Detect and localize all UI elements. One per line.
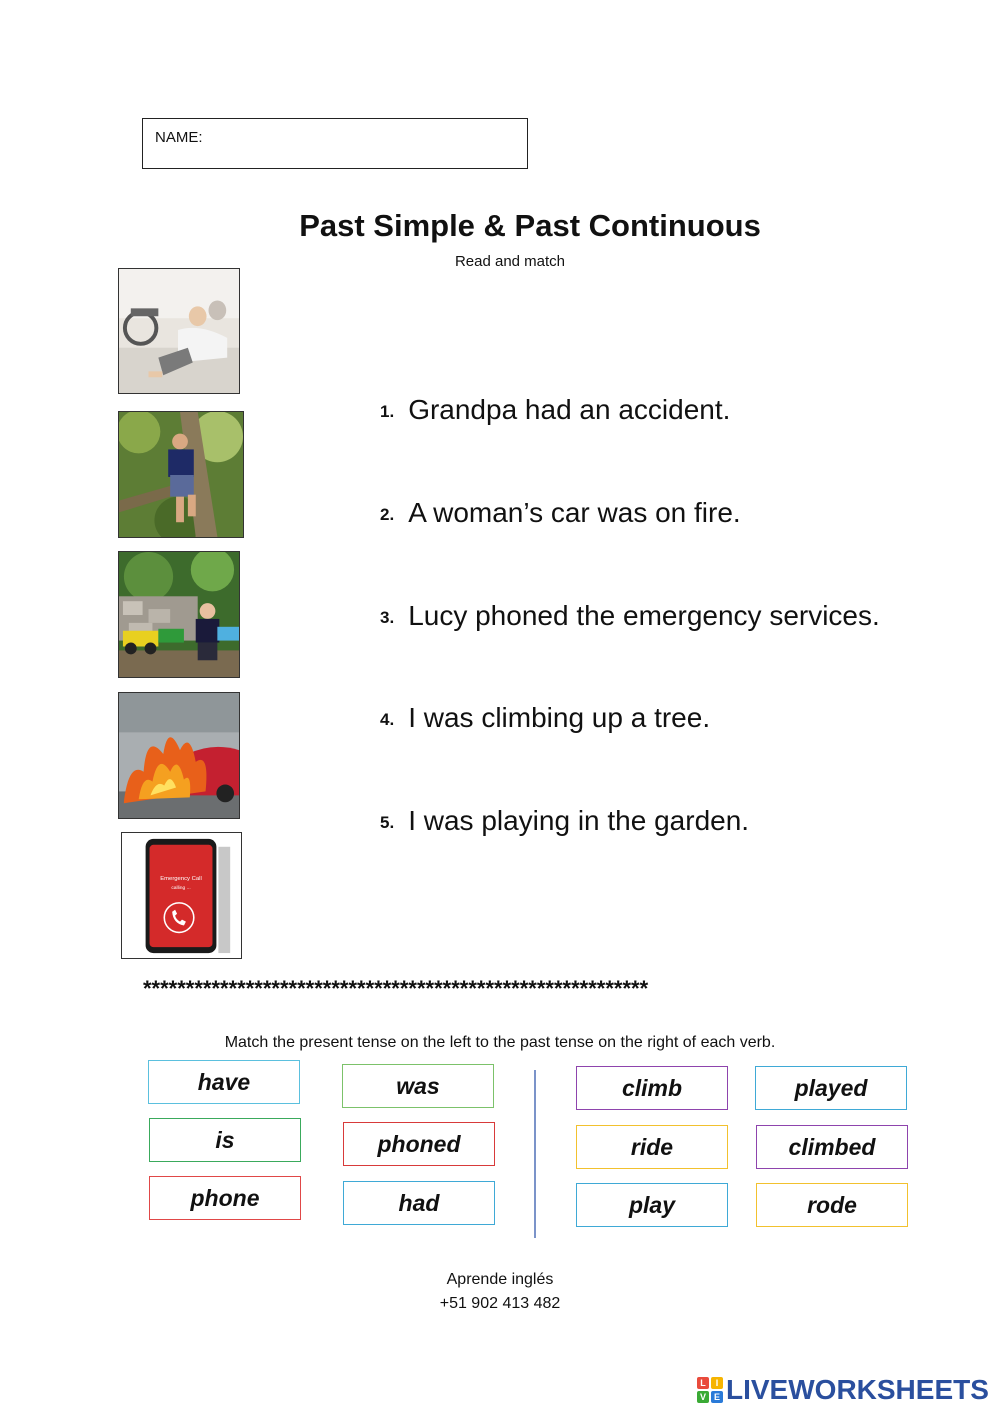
- sentence-number: 1.: [380, 402, 395, 421]
- phone-screen-line2: calling ...: [171, 886, 191, 892]
- sentence-number: 3.: [380, 608, 395, 627]
- sentence-2: [380, 497, 741, 529]
- sentence-1: [380, 394, 730, 426]
- verb-box-climbed[interactable]: climbed: [756, 1125, 908, 1169]
- phone-screen-line1: Emergency Call: [160, 876, 202, 883]
- verb-box-had[interactable]: had: [343, 1181, 495, 1225]
- sentence-text: Grandpa had an accident.: [408, 394, 731, 425]
- verb-box-climb[interactable]: climb: [576, 1066, 728, 1110]
- footer-line1: Aprende inglés: [446, 1271, 554, 1288]
- verb-box-play[interactable]: play: [576, 1183, 728, 1227]
- verb-box-is[interactable]: is: [149, 1118, 301, 1162]
- brand-logo-icon: [697, 1377, 723, 1403]
- verb-box-played[interactable]: played: [755, 1066, 907, 1110]
- sentence-text: Lucy phoned the emergency services.: [408, 600, 880, 631]
- brand-name: LIVEWORKSHEETS: [726, 1374, 989, 1405]
- brand-logo-letter: I: [711, 1377, 723, 1389]
- boy-climbing-tree-icon[interactable]: [118, 411, 244, 538]
- liveworksheets-logo[interactable]: [697, 1374, 989, 1406]
- footer-line2: +51 902 413 482: [439, 1295, 561, 1312]
- verb-box-rode[interactable]: rode: [756, 1183, 908, 1227]
- brand-logo-letter: V: [697, 1391, 709, 1403]
- sentence-text: A woman’s car was on fire.: [408, 497, 741, 528]
- match-instruction: Match the present tense on the left to the past tense on the right of each verb.: [224, 1034, 776, 1051]
- verb-box-phone[interactable]: phone: [149, 1176, 301, 1220]
- verb-box-ride[interactable]: ride: [576, 1125, 728, 1169]
- sentence-5: [380, 805, 749, 837]
- page-title: Past Simple & Past Continuous: [299, 208, 761, 243]
- sentence-text: I was playing in the garden.: [408, 805, 750, 836]
- name-field[interactable]: [142, 118, 528, 169]
- sentence-number: 2.: [380, 505, 395, 524]
- sentence-4: [380, 702, 710, 734]
- column-divider: [534, 1070, 536, 1238]
- brand-logo-letter: L: [697, 1377, 709, 1389]
- page-subtitle: Read and match: [454, 253, 566, 270]
- elderly-man-fallen-icon[interactable]: [118, 268, 240, 394]
- sentence-3: [380, 600, 880, 632]
- name-label: NAME:: [155, 129, 203, 146]
- verb-box-phoned[interactable]: phoned: [343, 1122, 495, 1166]
- phone-emergency-call-icon[interactable]: [121, 832, 242, 959]
- sentence-number: 4.: [380, 710, 395, 729]
- boy-playing-garden-icon[interactable]: [118, 551, 240, 678]
- car-on-fire-icon[interactable]: [118, 692, 240, 819]
- brand-logo-letter: E: [711, 1391, 723, 1403]
- verb-box-have[interactable]: have: [148, 1060, 300, 1104]
- separator-stars: ***********************************************************: [143, 976, 649, 1001]
- sentence-number: 5.: [380, 813, 395, 832]
- verb-box-was[interactable]: was: [342, 1064, 494, 1108]
- sentence-text: I was climbing up a tree.: [408, 702, 711, 733]
